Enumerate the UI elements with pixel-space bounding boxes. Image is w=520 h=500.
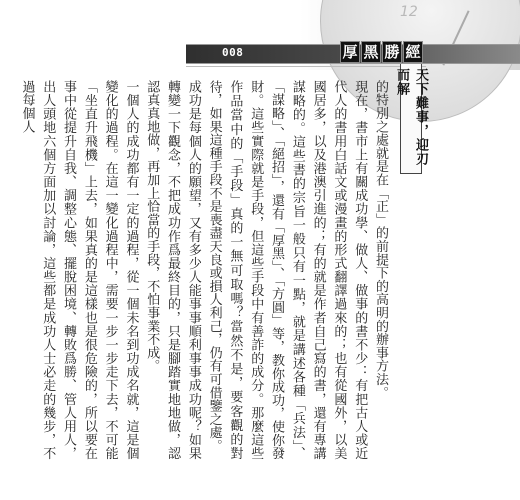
page-number: 008 <box>222 46 244 59</box>
paragraph: 的特別之處就是在「正」的前提下的高明的辦事方法。 <box>373 80 388 400</box>
paragraph: 一個人的成功都有一定的過程，從一個未名到功成名就，這是個變化的過程。在這一變化過程中，需要一步一步走下去，不可能「坐直升飛機」上去，如果真的是這樣也是很危險的，所以要在事中從提升自我、調整心態、擺脫困境、轉敗爲勝、管人用人，出人頭地六個方面加以討論，這些都是成功人士必走的幾步，不過每個人 <box>19 80 139 460</box>
chapter-tab: 天下難事，迎刃而解 <box>400 64 422 174</box>
book-title-char: 厚 <box>340 41 360 63</box>
header-divider <box>186 66 426 67</box>
body-text <box>19 80 390 460</box>
book-title-char: 經 <box>403 41 423 63</box>
book-title <box>340 41 423 63</box>
book-title-char: 黑 <box>361 41 381 63</box>
book-title-char: 勝 <box>382 41 402 63</box>
paragraph: 成功是每個人的願望，又有多少人能事事順利事事成功呢？如果轉變一下觀念，不把成功作爲最終目的，只是腳踏實地地做，認認真真地做，再加上恰當的手段，不怕事業不成。 <box>144 80 201 460</box>
paragraph: 現在，書市上有關成功學、做人、做事的書不少：有把古人或近代人的書用白話文或漫畫的形式翻譯過來的；也有從國外，以美國居多，以及港澳引進的；有的就是作者自己寫的書，還有專講謀略的。這些書的宗旨一般只有一點，就是講述各種「兵法」、「謀略」、「絕招」，還有「厚黑」、「方圓」等，教你成功，使你發財。這些實際就是手段，但這些手段中有善詐的成分。那麼這些作品當中的「手段」真的一無可取嗎？當然不是，要客觀的對待，如果這種手段不是喪盡天良或損人利己，仍有可借鑒之處。 <box>206 80 368 460</box>
clock-numeral: 12 <box>400 4 418 20</box>
